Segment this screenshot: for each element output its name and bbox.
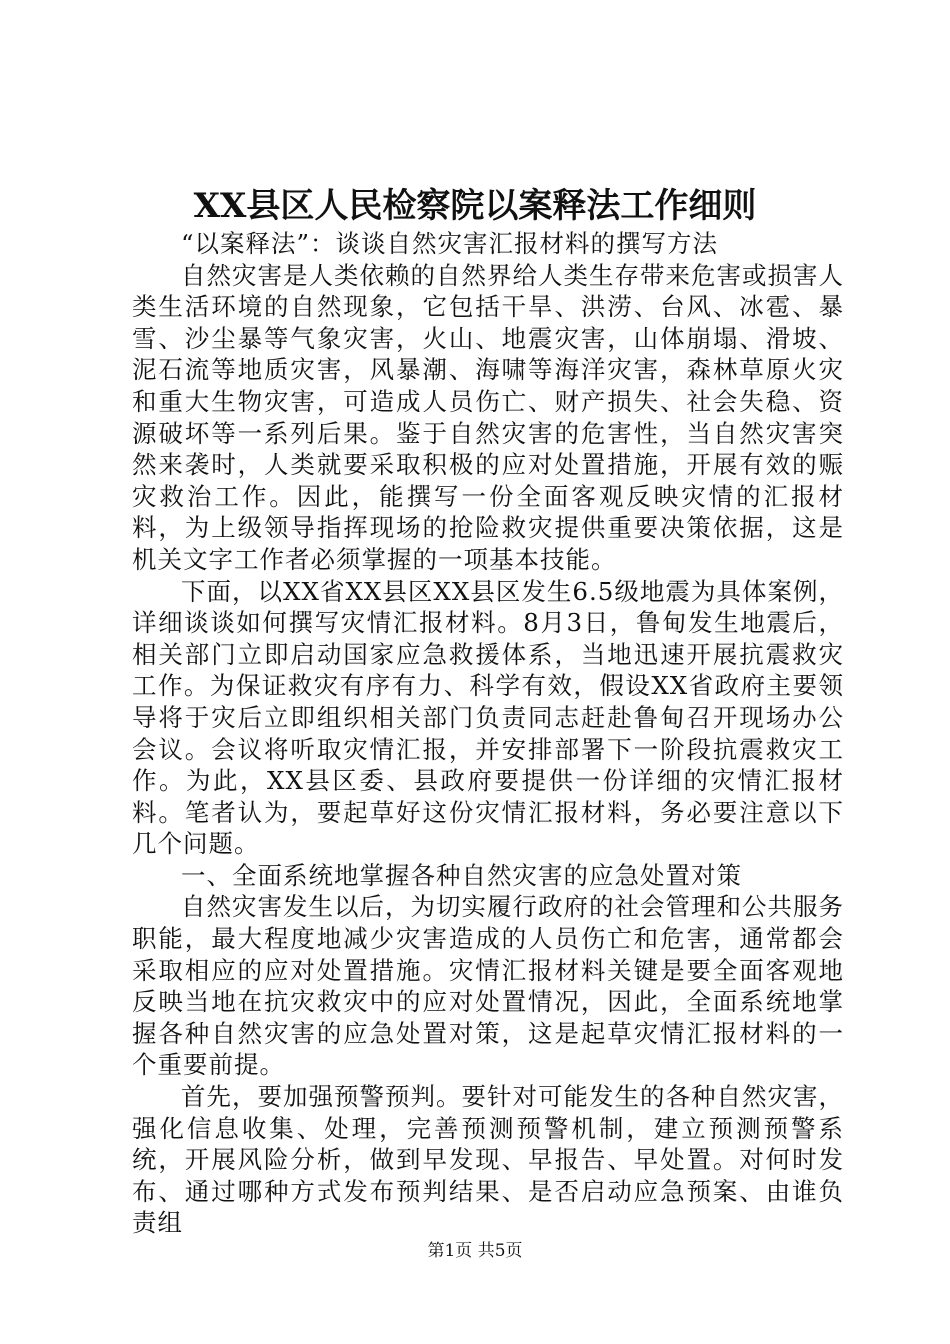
page-number: 第1页 共5页 [427, 1241, 523, 1261]
paragraph: 下面，以XX省XX县区XX县区发生6.5级地震为具体案例，详细谈谈如何撰写灾情汇报材料。8月3日，鲁甸发生地震后，相关部门立即启动国家应急救援体系，当地迅速开展抗震救灾工作。为保证救灾有序有力、科学有效，假设XX省政府主要领导将于灾后立即组织相关部门负责同志赶赴鲁甸召开现场办公会议。会议将听取灾情汇报，并安排部署下一阶段抗震救灾工作。为此，XX县区委、县政府要提供一份详细的灾情汇报材料。笔者认为，要起草好这份灾情汇报材料，务必要注意以下几个问题。 [132, 576, 844, 859]
paragraph: 自然灾害发生以后，为切实履行政府的社会管理和公共服务职能，最大程度地减少灾害造成的人员伤亡和危害，通常都会采取相应的应对处置措施。灾情汇报材料关键是要全面客观地反映当地在抗灾救灾中的应对处置情况，因此，全面系统地掌握各种自然灾害的应急处置对策，这是起草灾情汇报材料的一个重要前提。 [132, 892, 844, 1080]
paragraph: 首先，要加强预警预判。要针对可能发生的各种自然灾害，强化信息收集、处理，完善预测预警机制，建立预测预警系统，开展风险分析，做到早发现、早报告、早处置。对何时发布、通过哪种方式发布预判结果、是否启动应急预案、由谁负责组 [132, 1082, 844, 1238]
section-heading: 一、全面系统地掌握各种自然灾害的应急处置对策 [181, 860, 742, 890]
document-title: XX县区人民检察院以案释法工作细则 [193, 186, 757, 226]
paragraph: 自然灾害是人类依赖的自然界给人类生存带来危害或损害人类生活环境的自然现象，它包括干旱、洪涝、台风、冰雹、暴雪、沙尘暴等气象灾害，火山、地震灾害，山体崩塌、滑坡、泥石流等地质灾害，风暴潮、海啸等海洋灾害，森林草原火灾和重大生物灾害，可造成人员伤亡、财产损失、社会失稳、资源破坏等一系列后果。鉴于自然灾害的危害性，当自然灾害突然来袭时，人类就要采取积极的应对处置措施，开展有效的赈灾救治工作。因此，能撰写一份全面客观反映灾情的汇报材料，为上级领导指挥现场的抢险救灾提供重要决策依据，这是机关文字工作者必须掌握的一项基本技能。 [132, 260, 844, 574]
document-body [132, 228, 844, 1239]
paragraph-subtitle: “以案释法”：谈谈自然灾害汇报材料的撰写方法 [181, 229, 719, 258]
